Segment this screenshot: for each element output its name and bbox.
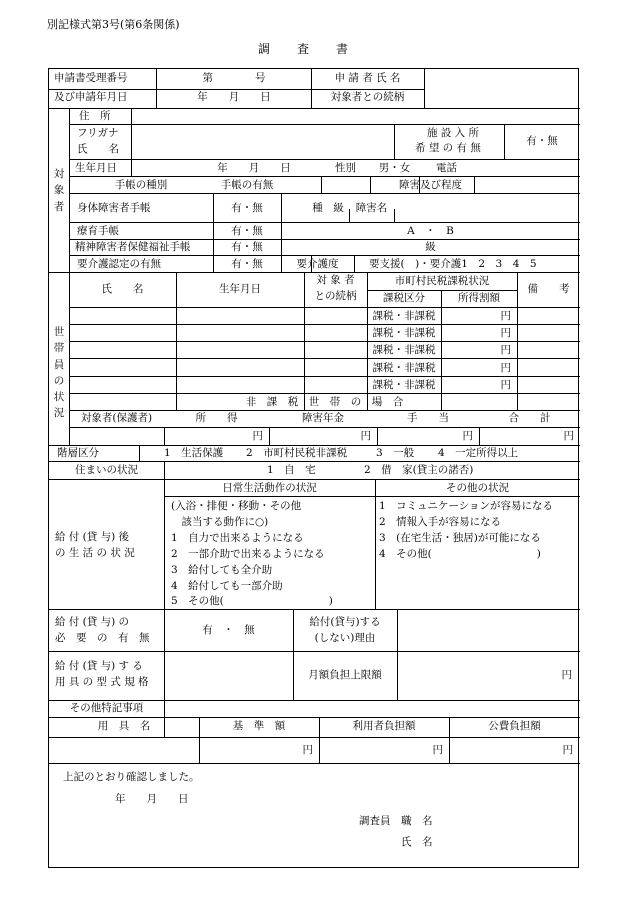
subject-name-label: 氏 名	[77, 143, 119, 155]
gender-field[interactable]: 男・女	[378, 162, 411, 174]
daily-item: 該当する動作に○)	[171, 516, 269, 528]
income-yen-unit: 円	[500, 310, 511, 322]
book-has-header: 手帳の有無	[220, 179, 274, 191]
rehab-grade-value[interactable]: A ・ B	[407, 225, 454, 237]
income-label: 所 得	[195, 412, 238, 424]
limit-yen: 円	[561, 669, 572, 681]
survey-form	[48, 68, 579, 868]
tax-status-value[interactable]: 課税・非課税	[372, 310, 436, 322]
tier-option-2[interactable]: 2 市町村民税非課税	[246, 447, 348, 459]
tax-status-value[interactable]: 課税・非課税	[372, 327, 436, 339]
facility-label-2: 希 望 の 有 無	[415, 142, 481, 154]
reason-label: 給付(貸与)する	[309, 616, 381, 628]
other-item[interactable]: 2 情報入手が容易になる	[379, 516, 502, 528]
disability-header: 障害及び程度	[399, 179, 462, 191]
tax-status-value[interactable]: 課税・非課税	[372, 362, 436, 374]
housing-option-own[interactable]: 1 自 宅	[267, 464, 316, 476]
col-birth-header: 生年月日	[219, 283, 261, 295]
col-relation-header: 対 象 者	[316, 274, 355, 286]
housing-option-rent[interactable]: 2 借 家(貸主の諾否)	[364, 464, 474, 476]
nontax-header: 非 課 税 世 帯 の 場 合	[245, 396, 404, 408]
col-tax-class-header: 課税区分	[383, 292, 425, 304]
confirm-date[interactable]: 年 月 日	[115, 793, 189, 805]
after-label-2: の 生 活 の 状 況	[55, 547, 135, 559]
gender-label: 性別	[335, 162, 356, 174]
page-title: 調 査 書	[258, 42, 350, 56]
tier-label: 階層区分	[57, 447, 99, 459]
daily-item[interactable]: 4 給付しても一部介助	[171, 580, 283, 592]
phone-label: 電話	[436, 162, 457, 174]
income-yen: 円	[252, 430, 263, 442]
income-yen-unit: 円	[500, 362, 511, 374]
other-item[interactable]: 3 (在宅生活・独居)が可能になる	[379, 532, 541, 544]
col-base-amount: 基 準 額	[232, 720, 286, 732]
col-user-share: 利用者負担額	[352, 720, 416, 732]
mental-book-value[interactable]: 有・無	[231, 241, 263, 253]
after-label: 給 付 (貸 与) 後	[55, 531, 130, 543]
form-number: 別記様式第3号(第6条関係)	[47, 18, 180, 31]
grade-label: 種 級	[312, 202, 344, 214]
tier-option-3[interactable]: 3 一般	[376, 447, 415, 459]
col-tool-name: 用 具 名	[97, 720, 151, 732]
need-label: 給 付 (貸 与) の	[55, 616, 130, 628]
subject-side-label: 対象者	[53, 168, 65, 213]
furigana-label: フリガナ	[77, 127, 119, 139]
col-tax-status-header: 市町村民税課税状況	[394, 275, 490, 287]
col-relation-header-2: との続柄	[314, 290, 357, 302]
tax-status-value[interactable]: 課税・非課税	[372, 344, 436, 356]
relation-label: 対象者との続柄	[330, 91, 405, 103]
care-level-label: 要介護度	[296, 258, 339, 270]
care-cert-value[interactable]: 有・無	[231, 258, 263, 270]
col-public-share: 公費負担額	[488, 720, 541, 732]
spec-label: 給 付 (貸 与) す る	[55, 660, 143, 672]
birth-field[interactable]: 年 月 日	[217, 162, 291, 174]
receipt-number-label: 申請書受理番号	[54, 72, 128, 84]
physical-book-value[interactable]: 有・無	[231, 202, 263, 214]
reason-label-2: (しない)理由	[314, 632, 376, 644]
application-date-field[interactable]: 年 月 日	[197, 91, 271, 103]
physical-book-label: 身体障害者手帳	[77, 202, 151, 214]
need-value[interactable]: 有 ・ 無	[202, 624, 255, 636]
applicant-name-field[interactable]	[425, 70, 579, 107]
special-notes-field[interactable]	[165, 701, 579, 716]
household-side-label: 世帯員の状況	[53, 326, 65, 420]
col-name-header: 氏 名	[101, 283, 144, 295]
user-yen: 円	[432, 744, 443, 756]
mental-grade-value[interactable]: 級	[425, 241, 436, 253]
daily-item[interactable]: 5 その他( )	[171, 595, 333, 607]
other-item[interactable]: 1 コミュニケーションが容易になる	[379, 500, 554, 512]
total-yen: 円	[563, 430, 574, 442]
mental-book-label: 精神障害者保健福祉手帳	[75, 241, 191, 253]
guardian-label: 対象者(保護者)	[80, 412, 153, 424]
address-label: 住 所	[79, 110, 111, 122]
public-yen: 円	[562, 744, 573, 756]
pension-label: 障害年金	[302, 412, 344, 424]
birth-label: 生年月日	[75, 162, 117, 174]
allowance-label: 手 当	[407, 412, 449, 424]
application-date-label: 及び申請年月日	[54, 91, 128, 103]
need-label-2: 必 要 の 有 無	[55, 632, 150, 644]
tier-option-1[interactable]: 1 生活保護	[164, 447, 224, 459]
limit-label: 月額負担上限額	[308, 669, 382, 681]
total-label: 合 計	[508, 412, 551, 424]
care-level-value[interactable]: 要支援( )・要介護1 2 3 4 5	[369, 258, 537, 270]
tax-status-value[interactable]: 課税・非課税	[372, 379, 436, 391]
other-header: その他の状況	[446, 482, 509, 494]
housing-label: 住まいの状況	[75, 464, 138, 476]
receipt-number-field[interactable]: 第 号	[202, 72, 266, 84]
facility-value[interactable]: 有・無	[526, 135, 558, 147]
col-income-rank-header: 所得割額	[458, 292, 500, 304]
care-cert-label: 要介護認定の有無	[77, 258, 161, 270]
facility-label: 施 設 入 所	[427, 127, 480, 139]
other-item[interactable]: 4 その他( )	[379, 548, 541, 560]
income-yen-unit: 円	[500, 344, 511, 356]
base-yen: 円	[302, 744, 313, 756]
col-remarks-header: 備 考	[527, 283, 570, 295]
daily-header: 日常生活動作の状況	[222, 482, 317, 494]
daily-item[interactable]: 2 一部介助で出来るようになる	[171, 548, 325, 560]
pension-yen: 円	[360, 430, 371, 442]
subject-name-field[interactable]	[132, 125, 393, 158]
tier-option-4[interactable]: 4 一定所得以上	[438, 447, 519, 459]
income-yen-unit: 円	[500, 327, 511, 339]
disability-name-label: 障害名	[355, 202, 388, 214]
investigator-name-label: 氏 名	[401, 836, 433, 848]
confirm-text: 上記のとおり確認しました。	[63, 771, 200, 783]
reason-field[interactable]	[398, 610, 579, 650]
income-yen-unit: 円	[500, 379, 511, 391]
rehab-book-value[interactable]: 有・無	[231, 225, 263, 237]
spec-field[interactable]	[165, 652, 292, 699]
allowance-yen: 円	[462, 430, 473, 442]
special-notes-label: その他特記事項	[69, 702, 144, 714]
spec-label-2: 用 具 の 型 式 規 格	[55, 676, 149, 688]
book-type-header: 手帳の種別	[114, 179, 168, 191]
applicant-name-label: 申 請 者 氏 名	[334, 72, 401, 84]
daily-item: (入浴・排便・移動・その他	[171, 500, 302, 512]
address-field[interactable]	[132, 109, 579, 123]
daily-item[interactable]: 1 自力で出来るようになる	[171, 532, 304, 544]
rehab-book-label: 療育手帳	[77, 225, 119, 237]
daily-item[interactable]: 3 給付しても全介助	[171, 564, 273, 576]
investigator-title-label: 調査員 職 名	[359, 815, 433, 827]
